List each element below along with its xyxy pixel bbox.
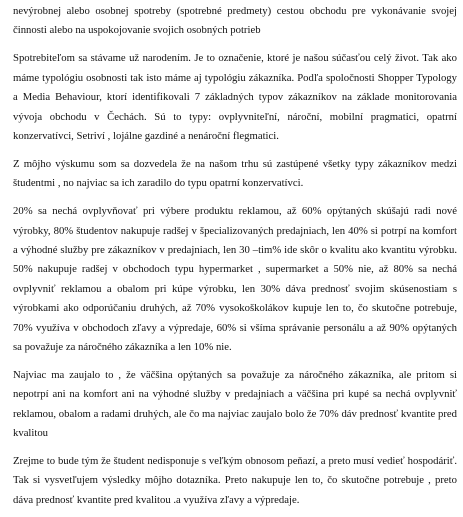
paragraph-research-finding: Z môjho výskumu som sa dozvedela že na našom trhu sú zastúpené všetky typy zákazníkov medzi študentmi , no najviac sa ich zaradilo do typu opatrní konzervatívci. bbox=[13, 157, 457, 190]
paragraph-survey-results: 20% sa nechá ovplyvňovať pri výbere produktu reklamou, až 60% opýtaných skúšajú radi nové výrobky, 80% študentov nakupuje radšej v špecializovaných predajniach, len 40% si potrpí na komfort a výhodné služby pre zákazníkov v predajniach, len 30 –tim% ide skôr o kvalitu ako kvantitu výrobku. 50% nakupuje radšej v obchodoch typu hypermarket , supermarket a 50% nie, až 80% sa nechá ovplyvniť reklamou a obalom pri kúpe výrobku, len 30% dáva prednosť svojim skúsenostiam s výrobkami ako odporúčaniu druhých, až 70% vysokoškolákov kupuje len to, čo skutočne potrebuje, 70% využíva v obchodoch zľavy a výpredaje, 60% si všíma správanie personálu a až 90% opýtaných sa považuje za náročného zákazníka a len 10% nie. bbox=[13, 205, 457, 353]
paragraph-consumer-typology: Spotrebiteľom sa stávame už narodením. Je to označenie, ktoré je našou súčasťou celý život. Tak ako máme typológiu osobnosti tak isto máme aj typológiu zákazníka. Podľa spoločnosti Shopper Typology a Media Behaviour, ktorí identifikovali 7 základných typov zákazníkov na základe monitorovania vývoja obchodu v Čechách. Sú to typy: ovplyvniteľní, nároční, mobilní pragmatici, opatrní konzervatívci, Setriví , lojálne gazdiné a nenároční flegmatici. bbox=[13, 52, 457, 142]
paragraph-observation: Najviac ma zaujalo to , že väčšina opýtaných sa považuje za náročného zákazníka, ale pritom si nepotrpí ani na komfort ani na výhodné služby v predajniach a väčšina pri kupé sa nechá ovplyvniť reklamou, obalom a radami druhých, ale čo ma najviac zaujalo bolo že 70% dáv prednosť kvantite pred kvalitou bbox=[13, 368, 457, 440]
paragraph-conclusion: Zrejme to bude tým že študent nedisponuje s veľkým obnosom peňazí, a preto musí vedieť hospodáriť. Tak si vysvetľujem výsledky môjho dotazníka. Preto nakupuje len to, čo skutočne potrebuje , preto dáva prednosť kvantite pred kvalitou .a využíva zľavy a výpredaje. bbox=[13, 455, 457, 506]
paragraph-intro-continuation: nevýrobnej alebo osobnej spotreby (spotrebné predmety) cestou obchodu pre vykonávanie svojej činnosti alebo na uspokojovanie svojich osobných potrieb bbox=[13, 5, 457, 37]
